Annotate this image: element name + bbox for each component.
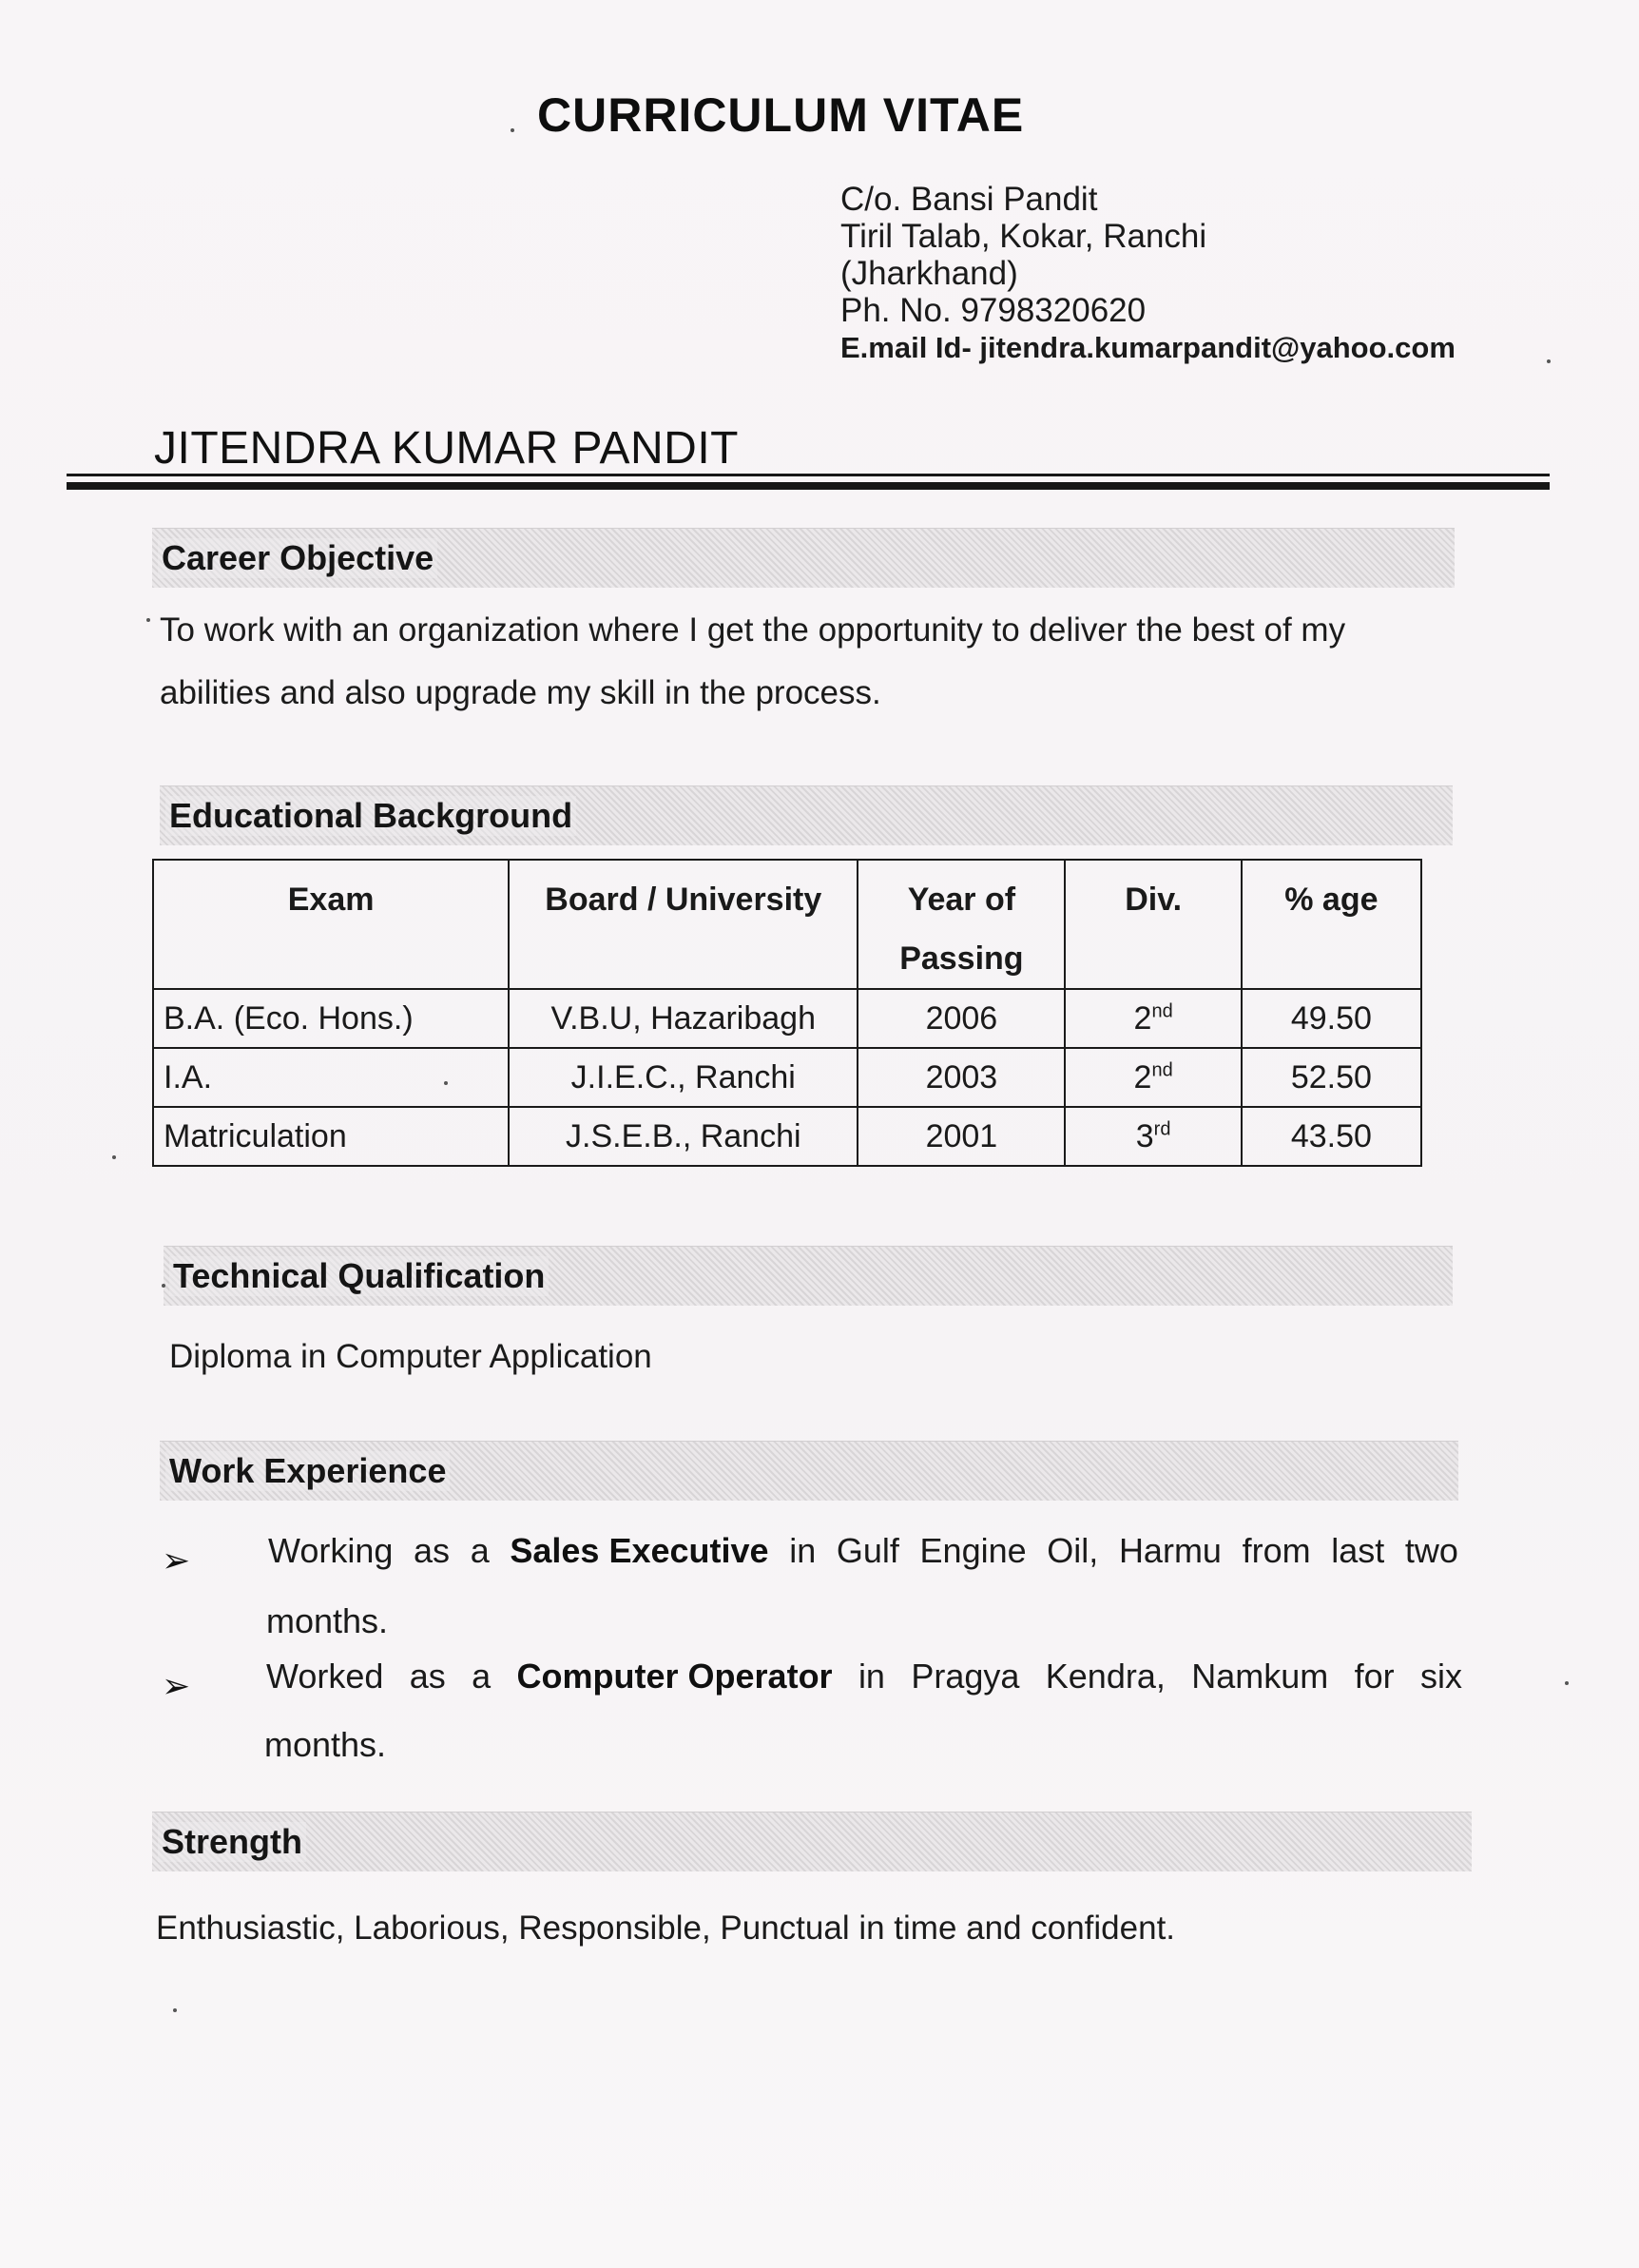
column-header-year — [858, 860, 1065, 989]
word: two — [1404, 1531, 1458, 1570]
division-suffix: rd — [1153, 1118, 1171, 1140]
cell-percentage: 52.50 — [1242, 1048, 1421, 1107]
email-line: E.mail Id- jitendra.kumarpandit@yahoo.com — [840, 331, 1456, 364]
job-title: Sales Executive — [510, 1531, 769, 1570]
word: Engine — [919, 1531, 1027, 1570]
cell-year: 2001 — [858, 1107, 1065, 1166]
table-header-row — [153, 860, 1421, 989]
scan-speck — [511, 128, 514, 132]
column-header-year-line: Year of — [907, 882, 1016, 918]
word: Namkum — [1191, 1657, 1329, 1696]
address-line: Tiril Talab, Kokar, Ranchi — [840, 218, 1207, 255]
word: Kendra, — [1045, 1657, 1166, 1696]
column-header-board: Board / University — [509, 860, 858, 989]
scan-speck — [112, 1155, 116, 1159]
work-item-line — [268, 1531, 1458, 1571]
word: last — [1331, 1531, 1385, 1570]
cell-percentage: 49.50 — [1242, 989, 1421, 1048]
word: a — [472, 1657, 492, 1696]
education-table — [152, 859, 1422, 1167]
work-item-line — [266, 1657, 1462, 1696]
word: for — [1354, 1657, 1395, 1696]
career-objective-heading-bar — [152, 528, 1455, 588]
cell-year: 2006 — [858, 989, 1065, 1048]
table-row — [153, 1107, 1421, 1166]
word: in — [858, 1657, 885, 1696]
division-number: 2 — [1133, 1058, 1152, 1095]
cell-board: V.B.U, Hazaribagh — [509, 989, 858, 1048]
objective-line: abilities and also upgrade my skill in the process. — [160, 674, 881, 711]
scan-speck — [444, 1081, 448, 1085]
address-line: C/o. Bansi Pandit — [840, 181, 1098, 218]
column-header-year-line: Passing — [899, 940, 1024, 977]
table-row — [153, 989, 1421, 1048]
word: as — [414, 1531, 451, 1570]
column-header-division: Div. — [1065, 860, 1241, 989]
column-header-exam: Exam — [153, 860, 509, 989]
word: a — [470, 1531, 490, 1570]
section-heading: Technical Qualification — [169, 1256, 549, 1296]
phone-line: Ph. No. 9798320620 — [840, 292, 1147, 329]
objective-line: To work with an organization where I get the opportunity to deliver the best of my — [160, 611, 1346, 649]
header-divider-thin — [67, 474, 1550, 476]
division-suffix: nd — [1151, 1000, 1173, 1022]
cell-percentage: 43.50 — [1242, 1107, 1421, 1166]
section-heading: Career Objective — [158, 538, 437, 578]
job-title: Computer Operator — [516, 1657, 833, 1696]
work-item-continuation: months. — [266, 1601, 389, 1640]
scan-speck — [1547, 359, 1551, 363]
section-heading: Work Experience — [165, 1451, 450, 1491]
word: Oil, — [1047, 1531, 1099, 1570]
word: Pragya — [911, 1657, 1020, 1696]
candidate-name: JITENDRA KUMAR PANDIT — [154, 423, 739, 474]
division-number: 3 — [1135, 1117, 1154, 1154]
technical-qualification-text: Diploma in Computer Application — [169, 1338, 652, 1375]
cell-division — [1065, 1048, 1241, 1107]
technical-qualification-heading-bar — [164, 1246, 1453, 1306]
cell-division — [1065, 1107, 1241, 1166]
division-number: 2 — [1133, 999, 1152, 1037]
table-row — [153, 1048, 1421, 1107]
word: in — [789, 1531, 817, 1570]
word: Working — [268, 1531, 394, 1570]
cell-division — [1065, 989, 1241, 1048]
contact-address-block — [840, 181, 1456, 366]
scan-speck — [173, 2008, 177, 2012]
word: from — [1242, 1531, 1311, 1570]
cell-exam: B.A. (Eco. Hons.) — [153, 989, 509, 1048]
bullet-arrow-icon: ➢ — [162, 1541, 191, 1580]
section-heading: Strength — [158, 1822, 306, 1862]
scan-speck — [1565, 1681, 1569, 1685]
strength-heading-bar — [152, 1812, 1472, 1871]
cell-exam: I.A. — [153, 1048, 509, 1107]
word: Harmu — [1118, 1531, 1222, 1570]
bullet-arrow-icon: ➢ — [162, 1666, 191, 1705]
section-heading: Educational Background — [165, 796, 576, 836]
work-item-continuation: months. — [264, 1725, 387, 1764]
cell-board: J.I.E.C., Ranchi — [509, 1048, 858, 1107]
word: Worked — [266, 1657, 384, 1696]
career-objective-text — [160, 599, 1455, 725]
document-title: CURRICULUM VITAE — [537, 88, 1025, 142]
word: as — [409, 1657, 446, 1696]
header-divider-thick — [67, 482, 1550, 490]
cell-year: 2003 — [858, 1048, 1065, 1107]
column-header-percentage: % age — [1242, 860, 1421, 989]
word: Gulf — [836, 1531, 899, 1570]
scan-speck — [162, 1284, 165, 1288]
strength-text: Enthusiastic, Laborious, Responsible, Punctual in time and confident. — [156, 1909, 1176, 1947]
education-heading-bar — [160, 785, 1453, 845]
cell-board: J.S.E.B., Ranchi — [509, 1107, 858, 1166]
work-experience-heading-bar — [160, 1441, 1458, 1501]
cell-exam: Matriculation — [153, 1107, 509, 1166]
division-suffix: nd — [1151, 1059, 1173, 1081]
word: six — [1419, 1657, 1462, 1696]
address-line: (Jharkhand) — [840, 255, 1018, 292]
scan-speck — [146, 618, 150, 622]
